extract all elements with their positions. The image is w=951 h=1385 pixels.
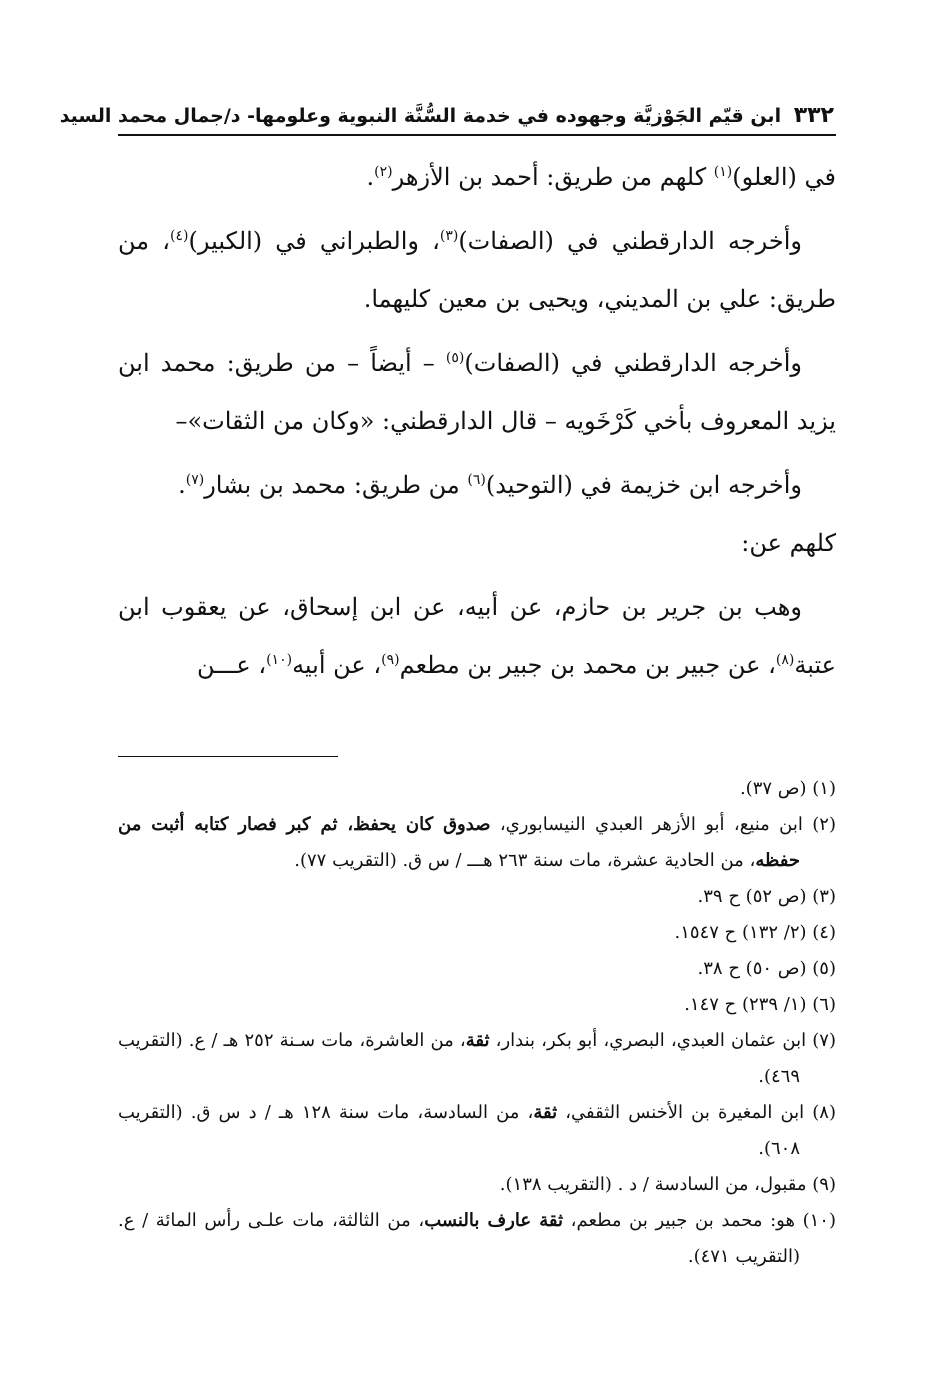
bold-text: ثقة عارف بالنسب [424,1210,564,1231]
text-run: وأخرجه ابن خزيمة في (التوحيد) [485,471,802,499]
paragraph-5: كلهم عن: [741,529,836,557]
text-run: ، عن أبيه [292,651,382,679]
text-run: . [178,471,186,499]
bold-text: ثقة [533,1102,558,1123]
footnote-ref-4[interactable]: (٤) [170,228,189,244]
text-run: (٧) ابن عثمان العبدي، البصري، أبو بكر، بندار، [489,1030,836,1051]
text-run: ، من طريق: علي بن المديني، ويحيى بن معين كليهما. [118,227,836,313]
text-run: ، من العاشرة، مات سـنة ٢٥٢ هـ / ع. (التقريب ٤٦٩). [118,1030,800,1087]
book-page [59,98,836,1275]
text-run: في (العلو) [732,163,836,191]
bold-text: ثقة [465,1030,490,1051]
footnote-2 [118,807,836,879]
text-run: ، والطبراني في (الكبير) [188,227,440,255]
header-title: ابن قيّم الجَوْزيَّة وجهوده في خدمة السُّنَّة النبوية وعلومها- د/جمال محمد السيد [59,105,782,127]
paragraph-3 [118,334,836,450]
footnote-ref-7[interactable]: (٧) [185,472,205,488]
text-run: وأخرجه الدارقطني في (الصفات) [458,227,803,255]
text-run: (٢) ابن منيع، أبو الأزهر العبدي النيسابوري، [490,814,836,835]
text-run: ، من الثالثة، مات علـى رأس المائة / ع. (التقريب ٤٧١). [118,1210,800,1267]
bold-text: صدوق كان يحفظ، ثم كبر فصار كتابه أثبت من حفظه [118,814,800,871]
text-run: ، من السادسة، مات سنة ١٢٨ هـ / د س ق. (التقريب ٦٠٨). [118,1102,800,1159]
paragraph-1 [118,148,836,206]
text-run: ، عن جبير بن محمد بن جبير بن مطعم [399,651,776,679]
footnote-3: (٣) (ص ٥٢) ح ٣٩. [697,886,836,907]
footnote-1: (١) (ص ٣٧). [739,778,836,799]
footnote-ref-2[interactable]: (٢) [374,164,393,180]
text-run: كلهم من طريق: أحمد بن الأزهر [392,163,714,191]
footnote-5: (٥) (ص ٥٠) ح ٣٨. [697,958,836,979]
footnote-ref-10[interactable]: (١٠) [266,652,293,668]
text-run: وهب بن جرير بن حازم، عن أبيه، عن ابن إسحاق، عن يعقوب ابن عتبة [118,593,836,679]
footnote-4: (٤) (٢/ ١٣٢) ح ١٥٤٧. [674,922,836,943]
running-header [59,98,836,136]
text-run: من طريق: محمد بن بشار [204,471,468,499]
footnote-8 [118,1095,836,1167]
paragraph-2 [118,212,836,328]
paragraph-4 [118,456,836,514]
footnote-10 [118,1203,836,1275]
footnote-7 [118,1023,836,1095]
text-run: – أيضاً – من طريق: محمد ابن يزيد المعروف بأخي كَرْخَويه – قال الدارقطني: «وكان من الثقات»– [118,349,836,435]
main-text [118,148,836,694]
footnote-ref-8[interactable]: (٨) [775,652,795,668]
footnote-9: (٩) مقبول، من السادسة / د . (التقريب ١٣٨). [499,1174,836,1195]
footnote-ref-9[interactable]: (٩) [381,652,400,668]
text-run: . [366,163,375,191]
footnote-ref-6[interactable]: (٦) [467,472,486,488]
footnotes [118,771,836,1275]
page-number: ٣٣٢ [793,103,834,128]
footnote-separator [118,756,338,757]
text-run: ، عـــن [197,651,267,679]
paragraph-6 [118,578,836,694]
text-run: (٨) ابن المغيرة بن الأخنس الثقفي، [557,1102,836,1123]
text-run: وأخرجه الدارقطني في (الصفات) [464,349,802,377]
footnote-ref-3[interactable]: (٣) [439,228,459,244]
footnote-ref-5[interactable]: (٥) [445,350,465,366]
footnote-ref-1[interactable]: (١) [713,164,733,180]
text-run: ، من الحادية عشرة، مات سنة ٢٦٣ هـــ / س ق. (التقريب ٧٧). [294,850,756,871]
text-run: (١٠) هو: محمد بن جبير بن مطعم، [563,1210,836,1231]
footnote-6: (٦) (١/ ٢٣٩) ح ١٤٧. [684,994,836,1015]
